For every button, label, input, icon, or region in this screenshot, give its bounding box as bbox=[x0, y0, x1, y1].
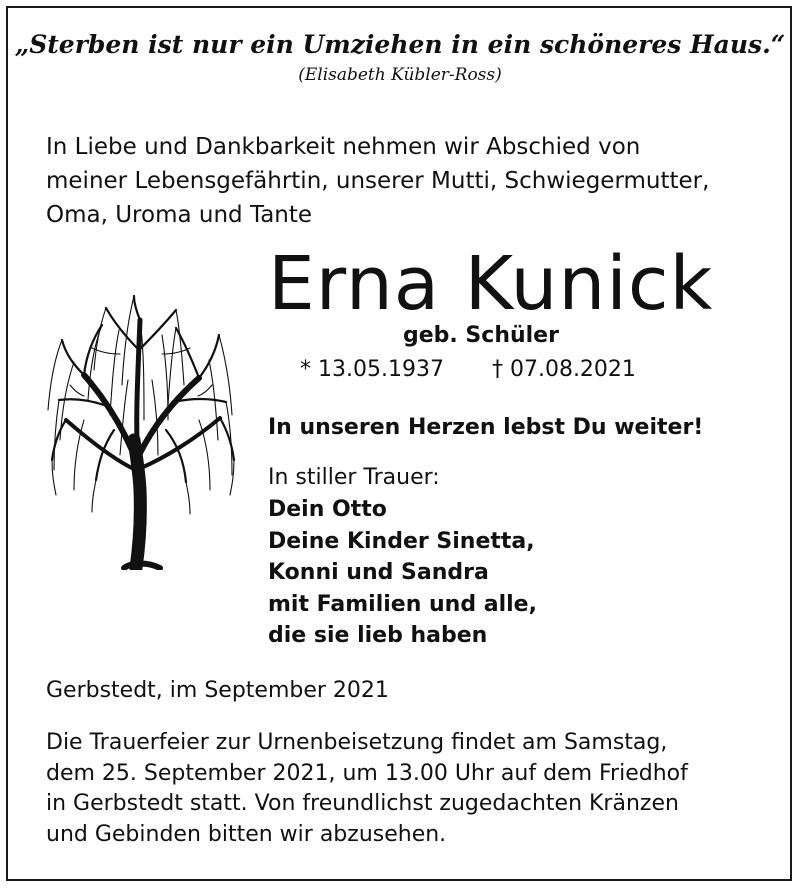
mourner-line: die sie lieb haben bbox=[268, 623, 488, 648]
place-date: Gerbstedt, im September 2021 bbox=[46, 678, 389, 703]
birth-date: * 13.05.1937 bbox=[300, 357, 444, 382]
ceremony-line: dem 25. September 2021, um 13.00 Uhr auf dem Friedhof bbox=[46, 760, 688, 786]
ceremony-text bbox=[46, 728, 688, 850]
intro-line: In Liebe und Dankbarkeit nehmen wir Abschied von bbox=[46, 134, 641, 160]
mourner-line: Konni und Sandra bbox=[268, 560, 489, 585]
ceremony-line: und Gebinden bitten wir abzusehen. bbox=[46, 821, 447, 847]
ceremony-line: Die Trauerfeier zur Urnenbeisetzung findet am Samstag, bbox=[46, 730, 668, 755]
motto-text: In unseren Herzen lebst Du weiter! bbox=[268, 415, 704, 440]
mourner-line: mit Familien und alle, bbox=[268, 591, 537, 617]
mourner-line: Dein Otto bbox=[268, 497, 387, 522]
tree-icon bbox=[44, 290, 240, 570]
life-dates bbox=[300, 357, 636, 382]
birth-name: geb. Schüler bbox=[403, 323, 559, 348]
deceased-name: Erna Kunick bbox=[268, 241, 714, 327]
quote-text: „Sterben ist nur ein Umziehen in ein schöneres Haus.“ bbox=[14, 30, 786, 59]
mourner-line: Deine Kinder Sinetta, bbox=[268, 528, 535, 554]
intro-text bbox=[46, 130, 709, 232]
ceremony-line: in Gerbstedt statt. Von freundlichst zugedachten Kränzen bbox=[46, 791, 679, 816]
quote-source: (Elisabeth Kübler-Ross) bbox=[298, 65, 502, 85]
intro-line: Oma, Uroma und Tante bbox=[46, 202, 313, 228]
intro-line: meiner Lebensgefährtin, unserer Mutti, Schwiegermutter, bbox=[46, 168, 710, 194]
mourners-list bbox=[268, 494, 537, 652]
death-date: † 07.08.2021 bbox=[491, 357, 636, 382]
mourning-label: In stiller Trauer: bbox=[268, 465, 440, 490]
